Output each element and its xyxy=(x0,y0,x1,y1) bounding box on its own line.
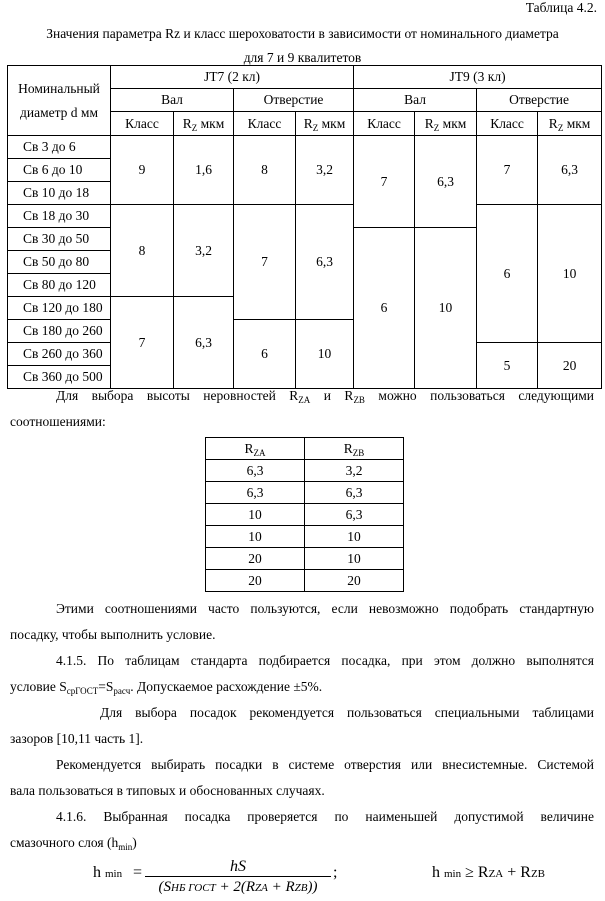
jt9-shaft-rz: 6,3 xyxy=(415,136,477,228)
table-caption xyxy=(0,22,605,70)
ratio-cell: 3,2 xyxy=(305,460,404,482)
formula-condition: h min ≥ RZA + RZB xyxy=(432,864,546,881)
paragraph-4-1-5: 4.1.5. По таблицам стандарта подбирается посадка, при этом должно выполнятся условие $S_{срГОСТ}=S_{расч}$. Допускаемое расхождение ±5%. xyxy=(10,653,594,696)
jt7-hole-class: 6 xyxy=(234,320,296,389)
jt7-hole-rz: 10 xyxy=(296,320,354,389)
paragraph-hole-system: Рекомендуется выбирать посадки в системе отверстия или внесистемные. Системой вала пользоваться в типовых и обоснованных случаях. xyxy=(10,757,594,798)
ratio-cell: 10 xyxy=(206,526,305,548)
diameter-cell: Св 6 до 10 xyxy=(8,159,111,182)
fraction-bar xyxy=(145,876,331,877)
diameter-cell: Св 10 до 18 xyxy=(8,182,111,205)
ratio-cell: 10 xyxy=(305,526,404,548)
header-jt9-shaft: Вал xyxy=(354,89,477,112)
jt7-shaft-rz: 1,6 xyxy=(174,136,234,205)
formula-lhs: h min xyxy=(93,864,123,881)
diameter-cell: Св 180 до 260 xyxy=(8,320,111,343)
jt9-hole-class: 5 xyxy=(477,343,538,389)
jt7-hole-rz: 3,2 xyxy=(296,136,354,205)
header-class: Класс xyxy=(234,112,296,136)
jt9-hole-class: 6 xyxy=(477,205,538,343)
ratio-cell: 20 xyxy=(305,570,404,592)
ratio-cell: 10 xyxy=(305,548,404,570)
diameter-cell: Св 360 до 500 xyxy=(8,366,111,389)
jt7-hole-rz: 6,3 xyxy=(296,205,354,320)
paragraph-4-1-6: 4.1.6. Выбранная посадка проверяется по наименьшей допустимой величине смазочного слоя $(h_{min})$ xyxy=(10,809,594,852)
diameter-cell: Св 30 до 50 xyxy=(8,228,111,251)
caption-line-2: для 7 и 9 квалитетов xyxy=(243,50,362,65)
jt7-shaft-class: 7 xyxy=(111,297,174,389)
formula-numerator: hS xyxy=(230,858,246,875)
ratio-cell: 10 xyxy=(206,504,305,526)
header-rz: $R_Z$ мкм xyxy=(296,112,354,136)
header-rz: $R_Z$ мкм xyxy=(415,112,477,136)
ratio-cell: 6,3 xyxy=(305,482,404,504)
formula-semicolon: ; xyxy=(333,864,338,881)
ratio-cell: 20 xyxy=(206,548,305,570)
paragraph-roughness-selection: Для выбора высоты неровностей $R_{ZA}$ и $R_{ZB}$ можно пользоваться следующими соотношениями: xyxy=(10,388,595,429)
header-class: Класс xyxy=(477,112,538,136)
header-jt9-hole: Отверстие xyxy=(477,89,602,112)
header-class: Класс xyxy=(111,112,174,136)
paragraph-ratios-usage: Этими соотношениями часто пользуются, если невозможно подобрать стандартную посадку, чтобы выполнить условие. xyxy=(10,601,594,642)
ratio-table xyxy=(205,437,404,592)
formula-fraction xyxy=(145,858,331,896)
header-jt7: JT7 (2 кл) xyxy=(111,66,354,89)
ratio-cell: 20 xyxy=(206,570,305,592)
jt7-shaft-class: 9 xyxy=(111,136,174,205)
jt9-hole-class: 7 xyxy=(477,136,538,205)
jt9-shaft-class: 7 xyxy=(354,136,415,228)
jt9-hole-rz: 10 xyxy=(538,205,602,343)
ratio-header-zb: $R_{ZB}$ xyxy=(305,438,404,460)
jt9-hole-rz: 20 xyxy=(538,343,602,389)
diameter-cell: Св 80 до 120 xyxy=(8,274,111,297)
formula-equals: = xyxy=(133,864,143,881)
diameter-cell: Св 120 до 180 xyxy=(8,297,111,320)
jt9-shaft-rz: 10 xyxy=(415,228,477,389)
table-number: Таблица 4.2. xyxy=(525,0,597,15)
roughness-table xyxy=(7,65,602,389)
ratio-cell: 6,3 xyxy=(206,482,305,504)
ratio-cell: 6,3 xyxy=(305,504,404,526)
jt9-shaft-class: 6 xyxy=(354,228,415,389)
jt7-hole-class: 8 xyxy=(234,136,296,205)
jt9-hole-rz: 6,3 xyxy=(538,136,602,205)
diameter-cell: Св 3 до 6 xyxy=(8,136,111,159)
header-class: Класс xyxy=(354,112,415,136)
jt7-shaft-rz: 3,2 xyxy=(174,205,234,297)
jt7-shaft-rz: 6,3 xyxy=(174,297,234,389)
paragraph-fit-tables: Для выбора посадок рекомендуется пользоваться специальными таблицами зазоров [10,11 часть 1]. xyxy=(10,705,594,746)
header-jt7-hole: Отверстие xyxy=(234,89,354,112)
header-jt9: JT9 (3 кл) xyxy=(354,66,602,89)
header-jt7-shaft: Вал xyxy=(111,89,234,112)
diameter-cell: Св 50 до 80 xyxy=(8,251,111,274)
hmin-formula xyxy=(0,858,605,898)
header-diameter: Номинальный диаметр d мм xyxy=(8,66,111,136)
header-rz: $R_Z$ мкм xyxy=(174,112,234,136)
ratio-cell: 6,3 xyxy=(206,460,305,482)
header-rz: $R_Z$ мкм xyxy=(538,112,602,136)
diameter-cell: Св 260 до 360 xyxy=(8,343,111,366)
diameter-cell: Св 18 до 30 xyxy=(8,205,111,228)
ratio-header-za: $R_{ZA}$ xyxy=(206,438,305,460)
formula-denominator: (SНБ ГОСТ + 2(RZA + RZB)) xyxy=(158,879,318,895)
caption-line-1: Значения параметра Rz и класс шероховатости в зависимости от номинального диаметра xyxy=(46,26,559,41)
jt7-hole-class: 7 xyxy=(234,205,296,320)
jt7-shaft-class: 8 xyxy=(111,205,174,297)
